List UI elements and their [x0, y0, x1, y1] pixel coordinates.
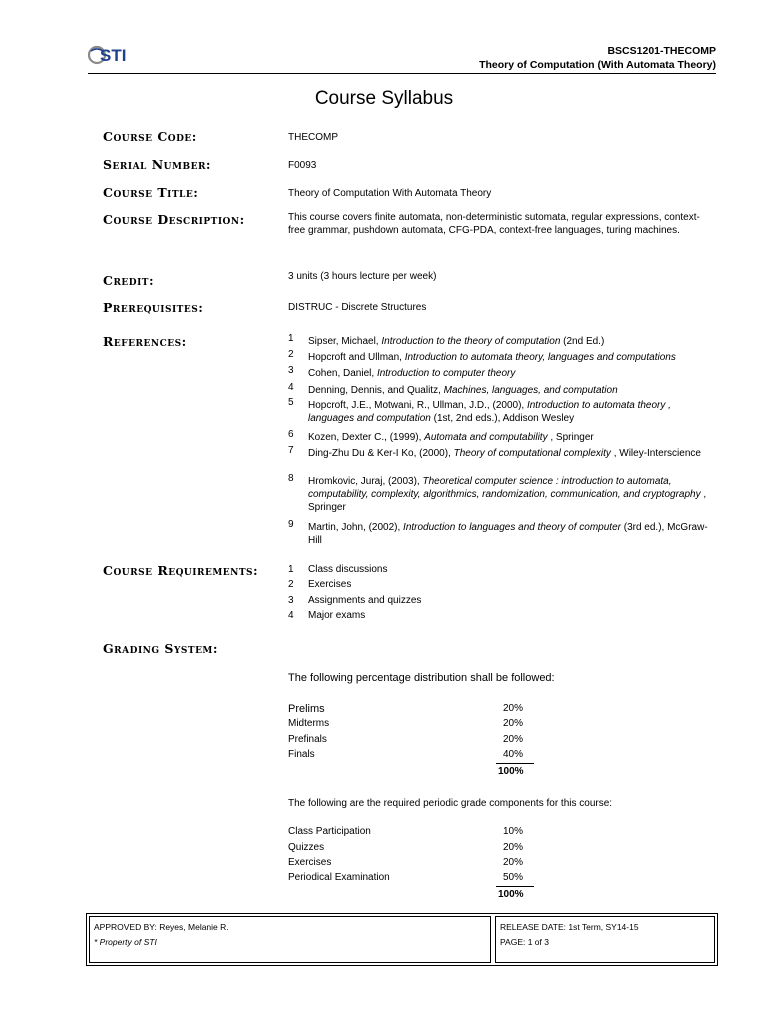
reference-title: Automata and computability — [424, 432, 548, 443]
requirement-text: Major exams — [308, 610, 366, 621]
serial-number-label: Serial Number: — [103, 157, 212, 172]
grade-period-value: 40% — [503, 749, 524, 760]
requirement-number: 3 — [288, 595, 294, 606]
requirement-item — [288, 563, 387, 576]
reference-title: Introduction to the theory of computation — [381, 336, 561, 347]
logo-text: STI — [100, 46, 127, 65]
reference-author: Denning, Dennis, and Qualitz, — [308, 385, 444, 396]
requirement-number: 4 — [288, 610, 294, 621]
page-number: PAGE: 1 of 3 — [500, 937, 549, 947]
grade-period-label: Midterms — [288, 718, 330, 729]
requirement-number: 2 — [288, 579, 294, 590]
grade-period-row — [288, 703, 538, 717]
reference-title: Theory of computational complexity — [453, 448, 611, 459]
reference-author: Hopcroft and Ullman, — [308, 352, 405, 363]
reference-author: Cohen, Daniel, — [308, 368, 377, 379]
sti-logo — [88, 44, 138, 66]
requirement-text: Class discussions — [308, 564, 388, 575]
grade-period-value: 20% — [503, 718, 524, 729]
reference-detail: , Springer — [547, 432, 594, 443]
requirement-text: Exercises — [308, 579, 352, 590]
approved-by: APPROVED BY: Reyes, Melanie R. — [94, 922, 229, 932]
requirement-number: 1 — [288, 564, 294, 575]
grade-period-row — [288, 749, 538, 763]
reference-number: 5 — [288, 397, 294, 408]
reference-title: Theoretical computer science : introduction to automata, computability, complexity, algorithmics, randomization, communication, and cryptography — [308, 476, 701, 500]
credit-label: Credit: — [103, 273, 155, 288]
footer-approval-cell — [89, 916, 491, 963]
course-code-label: Course Code: — [103, 129, 197, 144]
reference-title: Machines, languages, and computation — [443, 385, 618, 396]
serial-number-value: F0093 — [288, 160, 317, 171]
references-label: References: — [103, 334, 187, 349]
prerequisites-value: DISTRUC - Discrete Structures — [288, 302, 427, 313]
total-divider — [496, 763, 534, 764]
grade-component-row — [288, 842, 538, 856]
footer-release-cell — [495, 916, 715, 963]
grade-component-label: Quizzes — [288, 842, 325, 853]
grade-period-row — [288, 734, 538, 748]
total-divider — [496, 886, 534, 887]
reference-title: Introduction to automata theory , languages and computation — [308, 400, 671, 424]
grade-component-row — [288, 857, 538, 871]
reference-number: 6 — [288, 429, 294, 440]
reference-number: 8 — [288, 473, 294, 484]
grade-component-value: 20% — [503, 842, 524, 853]
grade-component-row — [288, 826, 538, 840]
course-description-label: Course Description: — [103, 212, 245, 227]
grade-period-label: Prefinals — [288, 734, 327, 745]
requirement-item — [288, 594, 421, 607]
header-course-code: BSCS1201-THECOMP — [607, 45, 716, 57]
reference-number: 9 — [288, 519, 294, 530]
course-requirements-label: Course Requirements: — [103, 563, 259, 578]
requirement-text: Assignments and quizzes — [308, 595, 422, 606]
requirement-item — [288, 578, 351, 591]
reference-author: Ding-Zhu Du & Ker-I Ko, (2000), — [308, 448, 454, 459]
reference-author: Sipser, Michael, — [308, 336, 382, 347]
grading-system-label: Grading System: — [103, 641, 219, 656]
page-title: Course Syllabus — [314, 88, 454, 109]
grade-component-label: Exercises — [288, 857, 332, 868]
reference-detail: (1st, 2nd eds.), Addison Wesley — [430, 413, 575, 424]
property-note: * Property of STI — [94, 937, 157, 947]
grading-intro-text: The following percentage distribution shall be followed: — [288, 672, 555, 684]
reference-title: Introduction to automata theory, languages and computations — [404, 352, 676, 363]
grading-components-intro: The following are the required periodic grade components for this course: — [288, 798, 613, 809]
grade-component-value: 10% — [503, 826, 524, 837]
reference-detail: , Wiley-Interscience — [610, 448, 701, 459]
course-code-value: THECOMP — [288, 132, 338, 143]
requirement-item — [288, 609, 365, 622]
release-date: RELEASE DATE: 1st Term, SY14-15 — [500, 922, 639, 932]
reference-author: Kozen, Dexter C., (1999), — [308, 432, 425, 443]
reference-author: Martin, John, (2002), — [308, 522, 404, 533]
reference-number: 1 — [288, 333, 294, 344]
header-info — [479, 44, 716, 72]
footer-box — [86, 913, 718, 966]
grade-period-label: Prelims — [288, 703, 325, 715]
grade-period-row — [288, 718, 538, 732]
prerequisites-label: Prerequisites: — [103, 300, 204, 315]
reference-detail: (2nd Ed.) — [560, 336, 605, 347]
grade-component-label: Periodical Examination — [288, 872, 390, 883]
reference-title: Introduction to computer theory — [376, 368, 516, 379]
credit-value: 3 units (3 hours lecture per week) — [288, 271, 437, 282]
grade-component-value: 50% — [503, 872, 524, 883]
header-course-title: Theory of Computation (With Automata Theory) — [479, 59, 716, 71]
grade-period-value: 20% — [503, 734, 524, 745]
reference-title: Introduction to languages and theory of computer — [403, 522, 621, 533]
course-description-value: This course covers finite automata, non-deterministic sutomata, regular expressions, context-free grammar, pushdown automata, CFG-PDA, context-free languages, turing machines. — [288, 212, 700, 236]
grade-component-row — [288, 872, 538, 886]
grade-period-label: Finals — [288, 749, 315, 760]
grade-period-value: 20% — [503, 703, 524, 714]
reference-detail: , Springer — [308, 489, 707, 513]
reference-author: Hopcroft, J.E., Motwani, R., Ullman, J.D., (2000), — [308, 400, 527, 411]
reference-number: 2 — [288, 349, 294, 360]
reference-number: 3 — [288, 365, 294, 376]
reference-number: 4 — [288, 382, 294, 393]
course-title-value: Theory of Computation With Automata Theory — [288, 188, 492, 199]
course-title-label: Course Title: — [103, 185, 199, 200]
grade-component-label: Class Participation — [288, 826, 371, 837]
header-divider — [88, 73, 716, 74]
reference-detail: (3rd ed.), McGraw-Hill — [308, 522, 708, 546]
grade-component-value: 20% — [503, 857, 524, 868]
grade-period-total: 100% — [498, 766, 524, 777]
reference-author: Hromkovic, Juraj, (2003), — [308, 476, 423, 487]
reference-number: 7 — [288, 445, 294, 456]
grade-component-total: 100% — [498, 889, 524, 900]
